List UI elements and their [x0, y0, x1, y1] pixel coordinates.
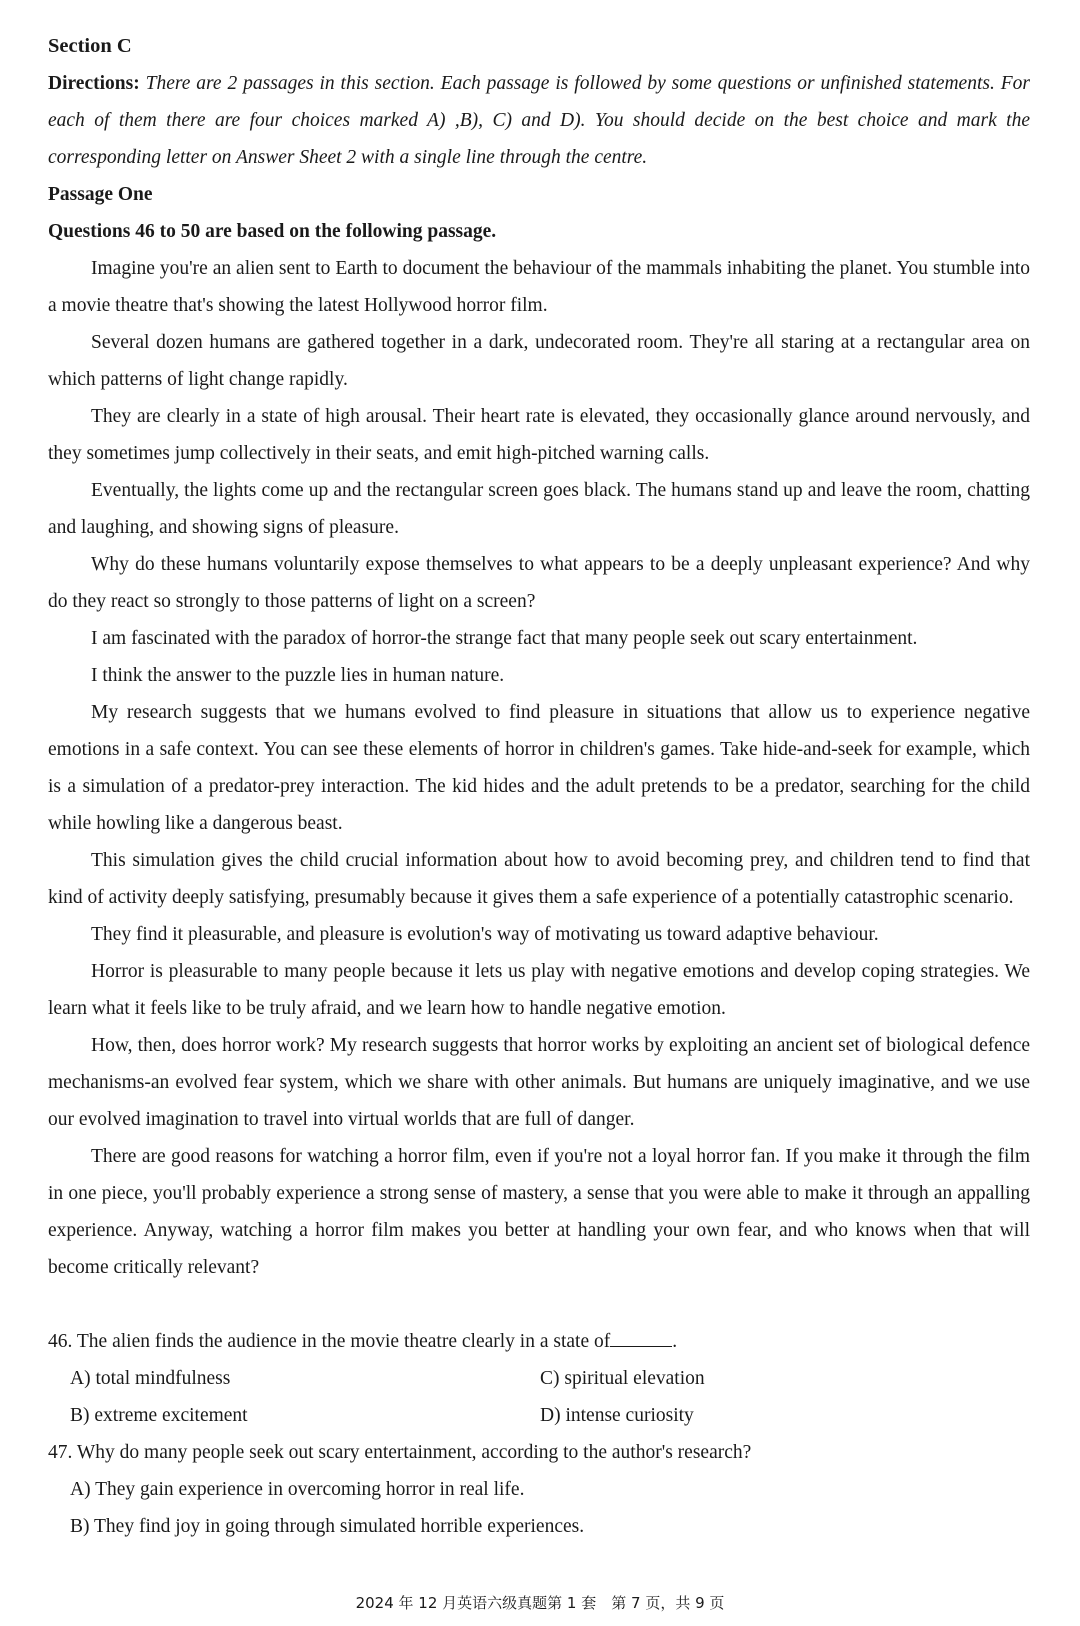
passage-body: [48, 250, 1030, 1286]
option-b: B) They find joy in going through simulated horrible experiences.: [70, 1516, 585, 1537]
paragraph: This simulation gives the child crucial information about how to avoid becoming prey, and children tend to find that kind of activity deeply satisfying, presumably because it gives them a safe experience of a potentially catastrophic scenario.: [48, 850, 1030, 908]
paragraph: There are good reasons for watching a horror film, even if you're not a loyal horror fan. If you make it through the film in one piece, you'll probably experience a strong sense of mastery, a sense that you were able to make it through an appalling experience. Anyway, watching a horror film makes you better at handling your own fear, and who knows when that will become critically relevant?: [48, 1146, 1030, 1278]
paragraph: I am fascinated with the paradox of horror-the strange fact that many people seek out scary entertainment.: [91, 628, 918, 649]
section-title: Section C: [48, 35, 132, 57]
question-stem: [48, 1323, 1030, 1360]
question-stem: 47. Why do many people seek out scary entertainment, according to the author's research?: [48, 1442, 752, 1463]
option-d: D) intense curiosity: [540, 1405, 694, 1426]
paragraph: How, then, does horror work? My research suggests that horror works by exploiting an ancient set of biological defence mechanisms-an evolved fear system, which we share with other animals. But humans are uniquely imaginative, and we use our evolved imagination to travel into virtual worlds that are full of danger.: [48, 1035, 1030, 1130]
page-footer: 2024 年 12 月英语六级真题第 1 套 第 7 页，共 9 页: [355, 1594, 725, 1612]
option-c: C) spiritual elevation: [540, 1368, 705, 1389]
paragraph: Eventually, the lights come up and the rectangular screen goes black. The humans stand up and leave the room, chatting and laughing, and showing signs of pleasure.: [48, 480, 1030, 538]
question-47: [48, 1434, 1030, 1545]
paragraph: They find it pleasurable, and pleasure is evolution's way of motivating us toward adaptive behaviour.: [91, 924, 879, 945]
options-grid: [48, 1360, 1030, 1434]
spacer: [48, 1286, 1030, 1323]
paragraph: Horror is pleasurable to many people because it lets us play with negative emotions and develop coping strategies. We learn what it feels like to be truly afraid, and we learn how to handle negative emotion.: [48, 961, 1030, 1019]
paragraph: Why do these humans voluntarily expose themselves to what appears to be a deeply unpleasant experience? And why do they react so strongly to those patterns of light on a screen?: [48, 554, 1030, 612]
question-stem-text: 46. The alien finds the audience in the movie theatre clearly in a state of: [48, 1331, 611, 1352]
directions: [48, 65, 1030, 176]
paragraph: My research suggests that we humans evolved to find pleasure in situations that allow us to experience negative emotions in a safe context. You can see these elements of horror in children's games. Take hide-and-seek for example, which is a simulation of a predator-prey interaction. The kid hides and the adult pretends to be a predator, searching for the child while howling like a dangerous beast.: [48, 702, 1030, 834]
option-a: A) They gain experience in overcoming horror in real life.: [70, 1479, 525, 1500]
question-stem-end: .: [672, 1331, 678, 1352]
passage-title: Passage One: [48, 184, 153, 205]
answer-blank: [610, 1326, 672, 1347]
paragraph: I think the answer to the puzzle lies in human nature.: [91, 665, 505, 686]
paragraph: Imagine you're an alien sent to Earth to document the behaviour of the mammals inhabiting the planet. You stumble into a movie theatre that's showing the latest Hollywood horror film.: [48, 258, 1030, 316]
directions-text: There are 2 passages in this section. Each passage is followed by some questions or unfinished statements. For each of them there are four choices marked A) ,B), C) and D). You should decide on the best choice and mark the corresponding letter on Answer Sheet 2 with a single line through the centre.: [48, 73, 1031, 168]
option-b: B) extreme excitement: [70, 1405, 248, 1426]
paragraph: Several dozen humans are gathered together in a dark, undecorated room. They're all staring at a rectangular area on which patterns of light change rapidly.: [48, 332, 1030, 390]
question-46: [48, 1323, 1030, 1434]
passage-intro: Questions 46 to 50 are based on the following passage.: [48, 221, 497, 242]
directions-label: Directions:: [48, 73, 140, 94]
paragraph: They are clearly in a state of high arousal. Their heart rate is elevated, they occasionally glance around nervously, and they sometimes jump collectively in their seats, and emit high-pitched warning calls.: [48, 406, 1030, 464]
option-a: A) total mindfulness: [70, 1368, 231, 1389]
